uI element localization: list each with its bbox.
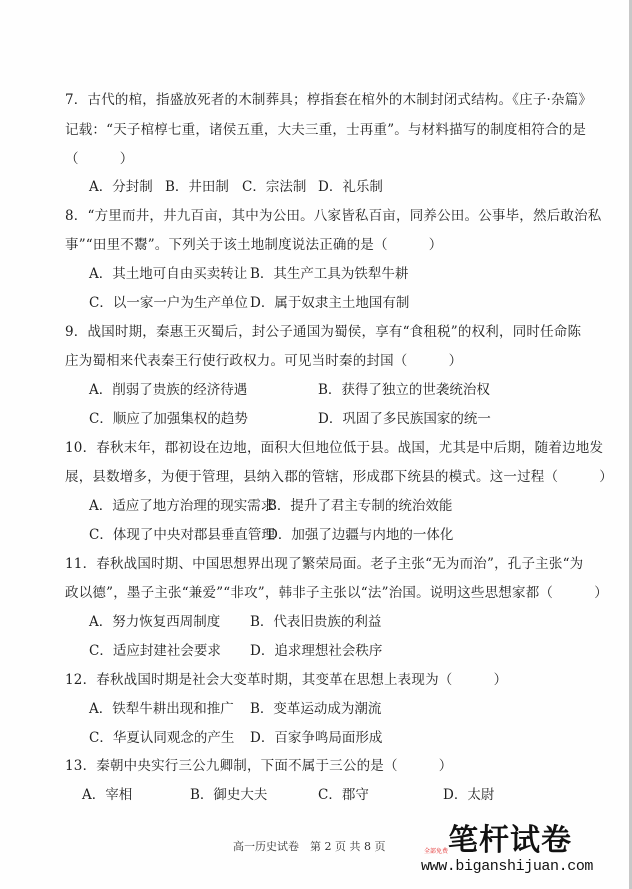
q12-option-a: A．铁犁牛耕出现和推广 (89, 701, 234, 717)
q13-option-b: B．御史大夫 (190, 787, 268, 803)
q7-option-a: A．分封制 (89, 179, 153, 195)
watermark-url: www.biganshijuan.com (421, 858, 594, 875)
q10-line1: 10．春秋末年，郡初设在边地，面积大但地位低于县。战国，尤其是中后期，随着边地发 (65, 440, 604, 456)
q9-option-b: B．获得了独立的世袭统治权 (318, 382, 490, 398)
q8-option-c: C．以一家一户为生产单位 (89, 295, 248, 311)
q7-option-d: D．礼乐制 (318, 179, 383, 195)
watermark-title: 笔杆试卷 (448, 823, 572, 858)
q12-line1: 12．春秋战国时期是社会大变革时期，其变革在思想上表现为（ ） (65, 672, 508, 688)
q13-option-c: C．郡守 (318, 787, 369, 803)
q8-option-a: A．其土地可自由买卖转让 (89, 266, 248, 282)
q12-option-c: C．华夏认同观念的产生 (89, 730, 235, 746)
q9-line2: 庄为蜀相来代表秦王行使行政权力。可见当时秦的封国（ ） (65, 353, 463, 369)
q13-line1: 13．秦朝中央实行三公九卿制，下面不属于三公的是（ ） (65, 758, 453, 774)
q11-option-c: C．适应封建社会要求 (89, 643, 221, 659)
watermark-tag: 全部免费 (424, 848, 449, 855)
q8-line2: 事”“田里不鬻”。下列关于该土地制度说法正确的是（ ） (65, 237, 443, 253)
q8-option-b: B．其生产工具为铁犁牛耕 (250, 266, 409, 282)
q11-line1: 11．春秋战国时期、中国思想界出现了繁荣局面。老子主张“无为而治”，孔子主张“为 (65, 556, 584, 572)
q9-option-c: C．顺应了加强集权的趋势 (89, 411, 248, 427)
q9-option-d: D．巩固了多民族国家的统一 (318, 411, 491, 427)
q10-option-a: A．适应了地方治理的现实需求 (89, 498, 275, 514)
page-footer: 高一历史试卷 第 2 页 共 8 页 (233, 840, 386, 853)
q9-option-a: A．削弱了贵族的经济待遇 (89, 382, 248, 398)
q9-line1: 9．战国时期，秦惠王灭蜀后，封公子通国为蜀侯，享有“食租税”的权利，同时任命陈 (65, 324, 582, 340)
q7-line2: 记载：“天子棺椁七重，诸侯五重，大夫三重，士再重”。与材料描写的制度相符合的是 (65, 122, 587, 138)
q7-line3: （ ） (65, 151, 134, 167)
q10-line2: 展，县数增多，为便于管理，县纳入郡的管辖，形成郡下统县的模式。这一过程（ ） (65, 469, 613, 485)
q12-option-d: D．百家争鸣局面形成 (250, 730, 383, 746)
q7-option-c: C．宗法制 (242, 179, 307, 195)
q10-option-b: B．提升了君主专制的统治效能 (267, 498, 453, 514)
q7-option-b: B．井田制 (165, 179, 229, 195)
q10-option-d: D．加强了边疆与内地的一体化 (267, 527, 454, 543)
q13-option-d: D．太尉 (443, 787, 495, 803)
q11-line2: 政以德”，墨子主张“兼爱”“非攻”，韩非子主张以“法”治国。说明这些思想家都（ ） (65, 585, 608, 601)
q11-option-a: A．努力恢复西周制度 (89, 614, 221, 630)
q10-option-c: C．体现了中央对郡县垂直管理 (89, 527, 275, 543)
q11-option-d: D．追求理想社会秩序 (250, 643, 383, 659)
q8-option-d: D．属于奴隶主土地国有制 (250, 295, 410, 311)
q8-line1: 8．“方里而井，井九百亩，其中为公田。八家皆私百亩，同养公田。公事毕，然后敢治私 (65, 208, 602, 224)
q13-option-a: A．宰相 (82, 787, 133, 803)
q11-option-b: B．代表旧贵族的利益 (250, 614, 382, 630)
q12-option-b: B．变革运动成为潮流 (250, 701, 382, 717)
q7-line1: 7．古代的棺，指盛放死者的木制葬具；椁指套在棺外的木制封闭式结构。《庄子·杂篇》 (65, 92, 593, 108)
